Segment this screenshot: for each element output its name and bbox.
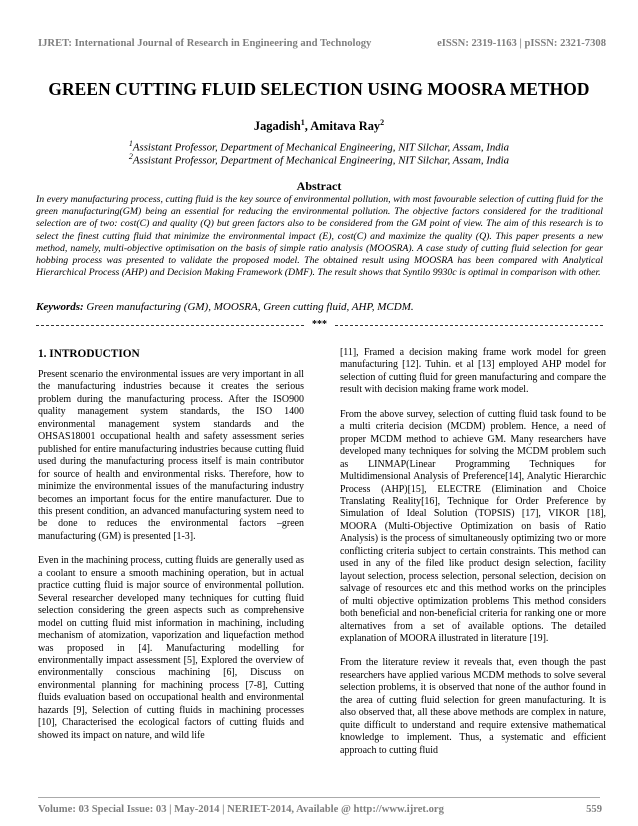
paragraph: From the literature review it reveals that, even though the past researchers have applied various MCDM methods to solve several selection problems, it is observed that none of the author found in the area of cutting fluid selection for green manufacturing. It is also observed that, all these above methods are complex in nature, quite difficult to understand and require extensive mathematical knowledge to implement. Thus, a systematic and efficient approach to cutting fluid [340,657,606,756]
author-name: Jagadish [253,119,301,134]
journal-name: IJRET: International Journal of Research in Engineering and Technology [38,38,372,49]
page-number: 559 [586,804,602,815]
author-sup: 2 [380,118,385,127]
author-name: Amitava Ray [310,119,381,134]
paragraph: [11], Framed a decision making frame work model for green manufacturing [12]. Tuhin. et al [13] employed AHP model for selection of cutting fluid for green manufacturing and compare the result with decision making frame work model. [340,347,606,396]
separator-dash [36,325,304,326]
author-separator: , [304,119,311,134]
paper-title: GREEN CUTTING FLUID SELECTION USING MOOSRA METHOD [48,79,590,99]
paragraph: Present scenario the environmental issues are very important in all the manufacturing industries because it creates the serious problem during the manufacturing process. After the ISO900 quality management system standards, the ISO 1400 environmental management system standards and the OHSAS18001 occupational health and safety assessment series published for entire manufacturing industries because cutting fluid used during the manufacturing process itself is main contributor for source of health and environmental risks. Therefore, how to minimize the environmental issues of the manufacturing industry becomes an important focus for the entire manufacturer. Due to this present condition, an advanced manufacturing system need to be done to reduces the environmental factors –green manufacturing (GM) is presented [1-3]. [38,369,304,542]
affiliation-sup: 1 [128,139,133,148]
section-separator [36,320,603,330]
affiliation-sup: 2 [128,152,133,161]
left-column [38,347,304,754]
keywords-label: Keywords: [36,301,84,313]
author-line [0,118,638,134]
keywords-text: Green manufacturing (GM), MOOSRA, Green cutting fluid, AHP, MCDM. [86,301,414,313]
separator-dash [335,325,603,326]
author-sup: 1 [300,118,305,127]
running-header [38,38,606,54]
abstract-heading: Abstract [296,179,342,193]
paragraph: Even in the machining process, cutting fluids are generally used as a coolant to ensure a smooth machining operation, but in actual practice cutting fluid is major source of environmental pollution. Several researcher developed many techniques for cutting fluid selection considering the green aspects such as comprehensive model on cutting fluid mist information in machining, including mechanism of atomization, vaporization and liquefaction method was proposed in [4]. Manufacturing modelling for environmentally impact assessment [5], Explored the overview of environmentally conscious machining [6], Discuss on environmental planning for machining process [7-8], Cutting fluids evaluation based on occupational health and environmental hazards [9], Selection of cutting fluids in machining processes [10], Characterised the ecological factors of cutting fluids and showed its impact on nature, and wild life [38,555,304,741]
footer-volume: Volume: 03 Special Issue: 03 | May-2014 | NERIET-2014, Available @ http://www.ijret.org [38,804,444,815]
abstract-text: In every manufacturing process, cutting fluid is the key source of environmental pollution, with most favourable selection of cutting fluid for the green manufacturing(GM) being an essential for reducing the environmental pollution. The objective factors considered for the traditional selection are of two: cost(C) and quality (Q) but green factors also to be considered from the GM point of view. The aim of this research is to select the finest cutting fluid that minimize the environmental impact (E), cost(C) and maximize the quality (Q). This paper presents a new method, namely, multi-objective optimisation on the basis of simple ratio analysis (MOOSRA). A case study of cutting fluid selection for gear hobbing process was presented to validate the proposed model. The obtained result using MOOSRA has been compared with Analytical Hierarchical Process (AHP) and Decision Making Framework (DMF). The result shows that Syntilo 9930c is optimal in comparison with other. [36,194,603,279]
paragraph: From the above survey, selection of cutting fluid task found to be a multi criteria decision (MCDM) problem. Hence, a need of proper MCDM method to achieve GM. Many researchers have developed many techniques for solving the MCDM problem such as LINMAP(Linear Programming Techniques for Multidimensional Analysis of Preference[14], Analytic Hierarchic Process (AHP)[15], ELECTRE (Elimination and Choice Translating Reality[16], Technique for Order Preference by Simulation of Ideal Solution (TOPSIS) [17], VIKOR [18], MOORA (Multi-Objective Optimization on basis of Ratio Analysis) is the process of simultaneously optimizing two or more conflicting criteria subject to certain constraints. This method can used in any of the filed like product design selection, facility layout selection, process selection, personal selection, decision on salvage of resources etc and this method works on the principles of multi objective optimization problems This method considers both beneficial and non-beneficial criteria for ranking one or more alternatives from a set of available options. The detailed explanation of MOORA illustrated in literature [19]. [340,408,606,644]
separator-stars: *** [309,320,330,330]
issn: eISSN: 2319-1163 | pISSN: 2321-7308 [437,38,606,49]
running-footer [38,804,602,815]
right-column [340,347,606,769]
affiliation-text: Assistant Professor, Department of Mechanical Engineering, NIT Silchar, Assam, India [132,141,510,154]
affiliation-text: Assistant Professor, Department of Mechanical Engineering, NIT Silchar, Assam, India [132,154,510,167]
keywords [36,300,603,314]
section-heading: 1. INTRODUCTION [38,348,140,360]
affiliation [0,152,638,167]
footer-rule [38,797,600,798]
